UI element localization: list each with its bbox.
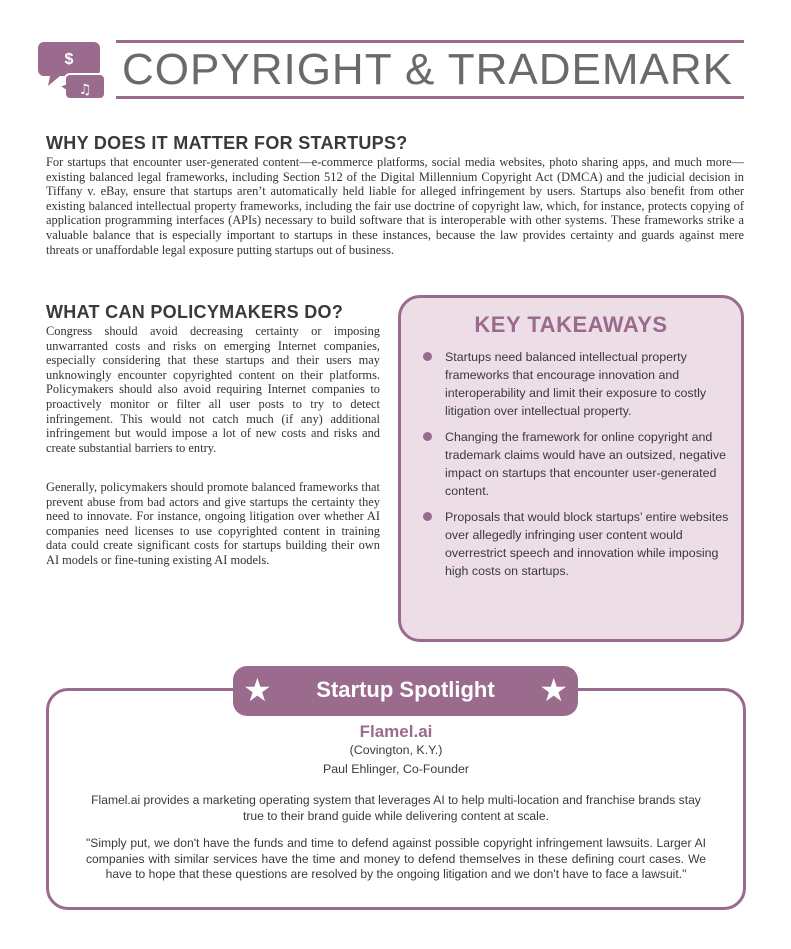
takeaway-item	[421, 508, 733, 580]
key-takeaways-list	[421, 348, 733, 588]
key-takeaways-title: KEY TAKEAWAYS	[474, 312, 668, 337]
company-location: (Covington, K.Y.)	[349, 743, 443, 757]
company-description: Flamel.ai provides a marketing operating system that leverages AI to help multi-location and franchise brands stay true to their brand guide while delivering content at scale.	[91, 793, 701, 823]
page-title: COPYRIGHT & TRADEMARK	[122, 45, 734, 94]
company-contact: Paul Ehlinger, Co-Founder	[322, 762, 470, 776]
dollar-glyph: $	[64, 51, 74, 68]
why-heading: WHY DOES IT MATTER FOR STARTUPS?	[46, 133, 408, 153]
company-name: Flamel.ai	[359, 722, 433, 741]
policymakers-paragraph: Generally, policymakers should promote balanced frameworks that prevent abuse from bad actors and give startups the certainty they need to innovate. For instance, ongoing litigation over whether AI companies need licenses to use copyrighted content in training data could create significant costs for startups building their own AI models or fine-tuning existing AI models.	[46, 480, 380, 567]
startup-spotlight-banner	[233, 666, 578, 716]
music-note-glyph: ♫	[78, 82, 92, 98]
bullet-dot-icon	[423, 512, 432, 521]
takeaway-text: Proposals that would block startups’ entire websites over allegedly infringing user content would overrestrict speech and innovation while imposing high costs on startups.	[445, 510, 729, 578]
bullet-dot-icon	[423, 352, 432, 361]
policymakers-heading: WHAT CAN POLICYMAKERS DO?	[46, 302, 344, 322]
startup-spotlight-title: Startup Spotlight	[316, 677, 495, 702]
star-icon: ★	[539, 672, 568, 708]
header-rule-bottom	[116, 96, 744, 99]
policymakers-paragraph: Congress should avoid decreasing certainty or imposing unwarranted costs and risks on emerging Internet companies, especially considering that these startups and their users may unknowingly encounter copyrighted content on their platforms. Policymakers should also avoid requiring Internet companies to proactively monitor or filter all user posts to try to detect infringement. This would not catch much (if any) additional infringement but would impose a lot of new costs and risks and create substantial barriers to entry.	[46, 324, 380, 455]
takeaway-text: Changing the framework for online copyright and trademark claims would have an outsized, negative impact on startups that encounter user-generated content.	[445, 430, 727, 498]
bullet-dot-icon	[423, 432, 432, 441]
founder-quote: "Simply put, we don't have the funds and time to defend against possible copyright infringement lawsuits. Larger AI companies with similar services have the time and money to defend themselves in these defining court cases. We have to hope that these questions are resolved by the ongoing litigation and we don't have to face a lawsuit."	[86, 836, 706, 881]
key-takeaways-box	[398, 295, 744, 642]
header-rule-top	[116, 40, 744, 43]
takeaway-item	[421, 428, 733, 500]
takeaway-item	[421, 348, 733, 420]
takeaway-text: Startups need balanced intellectual property frameworks that encourage innovation and interoperability and limit their exposure to costly litigation over intellectual property.	[445, 350, 707, 418]
why-body: For startups that encounter user-generated content—e-commerce platforms, social media websites, photo sharing apps, and much more—existing balanced legal frameworks, including Section 512 of the Digital Millennium Copyright Act (DMCA) and the judicial decision in Tiffany v. eBay, ensure that startups aren’t automatically held liable for alleged infringement by users. Startups also benefit from other existing balanced intellectual property frameworks, including the fair use doctrine of copyright law, which, for instance, protects copying of application programming interfaces (APIs) necessary to build software that is interoperable with other systems. These frameworks strike a valuable balance that is especially important to startups in these instances, because the law provides certainty and guards against mere threats or unaffordable legal exposure putting startups out of business.	[46, 155, 744, 257]
chat-bubbles-dollar-music-icon	[38, 40, 106, 102]
star-icon: ★	[243, 672, 272, 708]
